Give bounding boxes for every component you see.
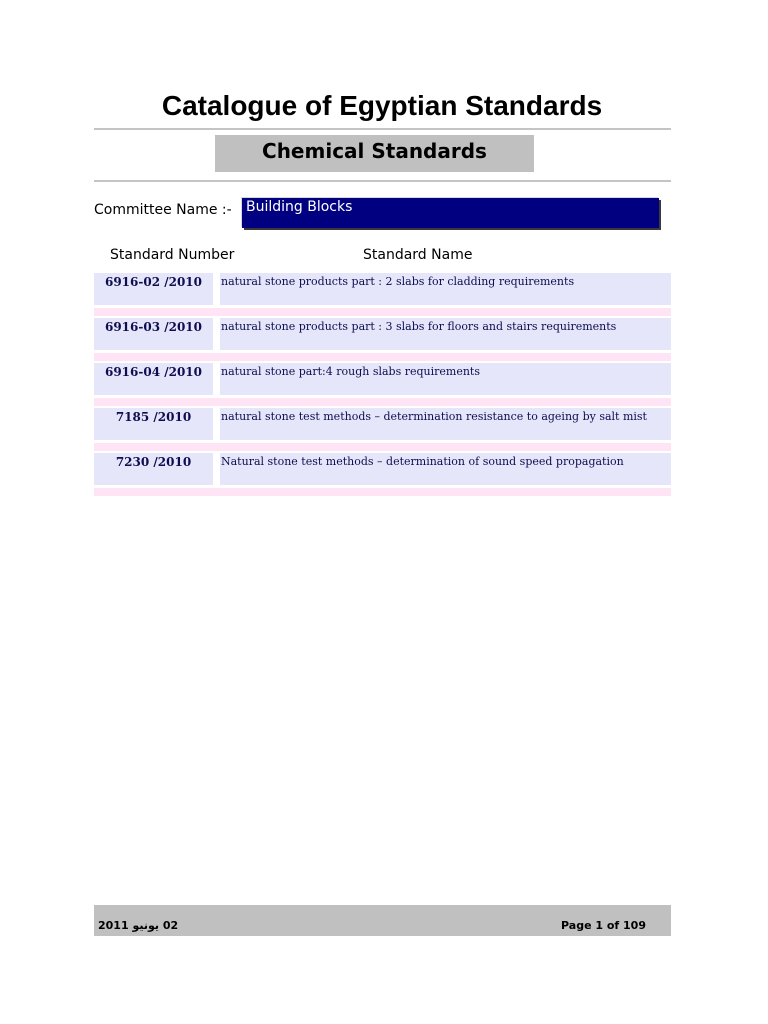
table-row (94, 453, 671, 485)
standard-name-cell: natural stone products part : 3 slabs for floors and stairs requirements (220, 318, 671, 350)
table-row (94, 363, 671, 395)
standard-number-cell: 6916-03 /2010 (94, 318, 213, 350)
standard-number-cell: 7185 /2010 (94, 408, 213, 440)
standard-name-cell: natural stone part:4 rough slabs requirements (220, 363, 671, 395)
committee-label: Committee Name :- (94, 202, 232, 218)
title-divider (94, 128, 671, 130)
standard-number-cell: 6916-04 /2010 (94, 363, 213, 395)
row-separator (94, 398, 671, 406)
committee-name-field: Building Blocks (242, 198, 659, 228)
page-number: Page 1 of 109 (561, 919, 646, 932)
row-separator (94, 488, 671, 496)
row-separator (94, 443, 671, 451)
section-title: Chemical Standards (215, 135, 534, 172)
standard-name-cell: natural stone products part : 2 slabs for cladding requirements (220, 273, 671, 305)
column-header-standard-number: Standard Number (110, 247, 235, 263)
table-row (94, 318, 671, 350)
section-divider (94, 180, 671, 182)
row-separator (94, 308, 671, 316)
standard-number-cell: 7230 /2010 (94, 453, 213, 485)
page-footer (94, 905, 671, 936)
standard-name-cell: Natural stone test methods – determination of sound speed propagation (220, 453, 671, 485)
standard-number-cell: 6916-02 /2010 (94, 273, 213, 305)
footer-date: 02 يونيو 2011 (98, 919, 179, 932)
table-row (94, 273, 671, 305)
page-title: Catalogue of Egyptian Standards (161, 90, 603, 121)
standard-name-cell: natural stone test methods – determination resistance to ageing by salt mist (220, 408, 671, 440)
column-header-standard-name: Standard Name (363, 247, 473, 263)
row-separator (94, 353, 671, 361)
table-row (94, 408, 671, 440)
